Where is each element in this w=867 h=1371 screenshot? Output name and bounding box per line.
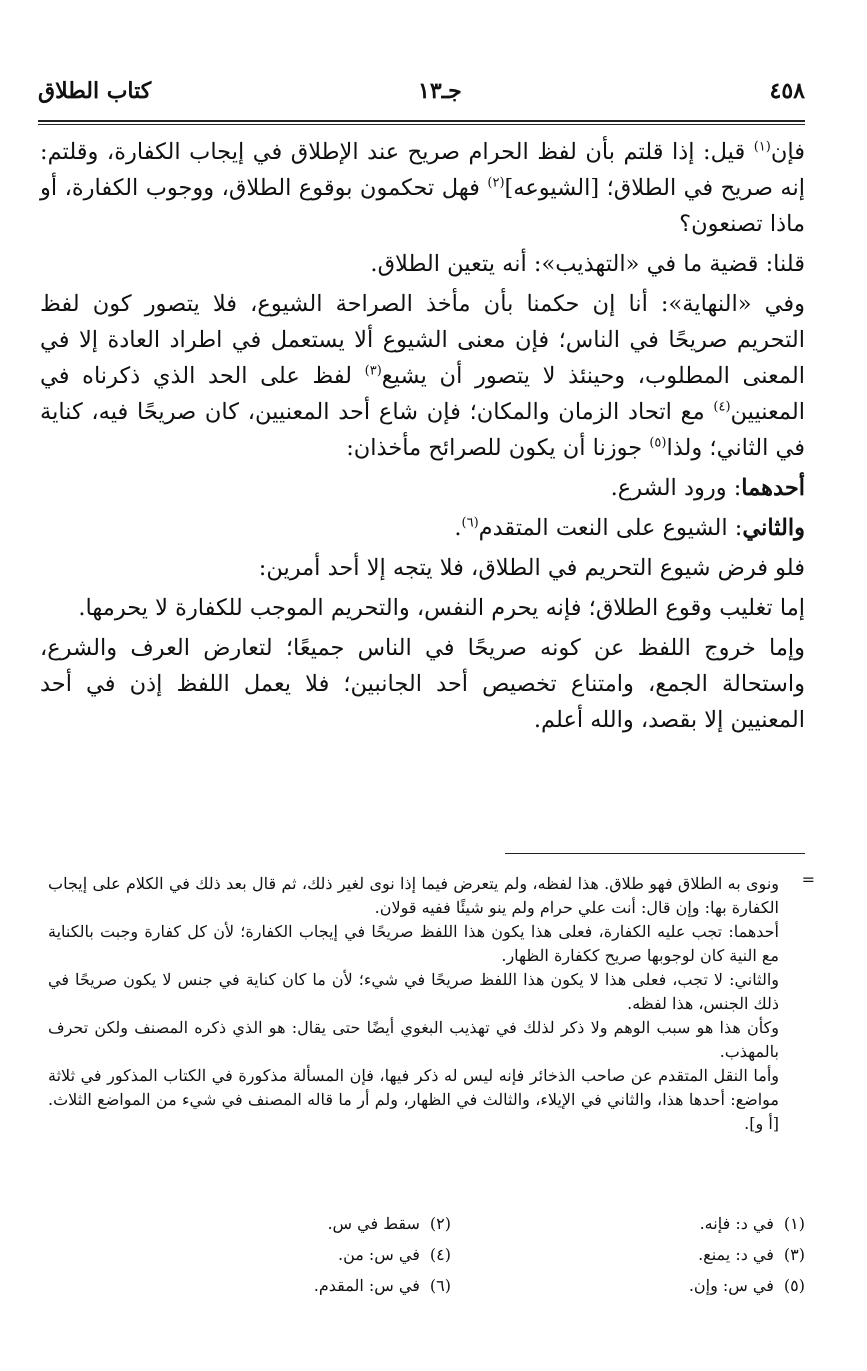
- running-header: [38, 78, 805, 112]
- paragraph-first-source: [40, 470, 805, 506]
- continued-footnote: [48, 872, 779, 1136]
- paragraph-supposition: فلو فرض شيوع التحريم في الطلاق، فلا يتجه إلا أحد أمرين:: [258, 555, 805, 581]
- paragraph-objection: [40, 134, 805, 242]
- note-paragraph: وكأن هذا هو سبب الوهم ولا ذكر لذلك في تهذيب البغوي أيضًا حتى يقال: هو الذي ذكره المصنف ولكن تحرف بالمهذب.: [48, 1018, 779, 1061]
- footnote-text: في س: وإن.: [688, 1276, 774, 1295]
- footnote-item: [327, 1214, 451, 1233]
- text-run: : الشيوع على النعت المتقدم: [478, 515, 743, 541]
- footnote-ref: (١): [753, 139, 771, 155]
- footnote-item: [689, 1276, 805, 1295]
- footnote-number: (٦): [429, 1276, 451, 1295]
- text-run: جوزنا أن يكون للصرائح مأخذان:: [346, 435, 650, 461]
- bold-label: والثاني: [742, 515, 805, 541]
- note-paragraph: أحدهما: تجب عليه الكفارة، فعلى هذا يكون هذا اللفظ صريحًا في إيجاب الكفارة؛ لأن كل كفارة وجبت بالكناية مع النية كان لوجوبها صريح ككفارة الظهار.: [48, 922, 779, 965]
- text-run: فإن: [770, 139, 805, 165]
- footnote-number: (٤): [429, 1245, 451, 1264]
- text-run: .: [454, 515, 462, 541]
- paragraph-nihaya: [40, 286, 805, 466]
- header-rule-thick: [38, 120, 805, 122]
- bold-label: أحدهما: [741, 475, 805, 501]
- footnote-text: في س: من.: [337, 1245, 420, 1264]
- continuation-mark: =: [801, 870, 815, 889]
- note-paragraph: وأما النقل المتقدم عن صاحب الذخائر فإنه ليس له ذكر فيها، فإن المسألة مذكورة في الكتاب المذكور في ثلاثة مواضع: أحدها هذا، والثاني في الإيلاء، والثالث في الظهار، ولم أر ما قاله المصنف في شيء من المواضع الثلاث. [أ و].: [48, 1066, 779, 1133]
- text-run: مع اتحاد الزمان والمكان؛ فإن شاع أحد المعنيين، كان صريحًا فيه، كناية في الثاني؛ ولذا: [40, 399, 805, 461]
- footnote-ref: (٥): [649, 435, 667, 451]
- text-run: فهل تحكمون بوقوع الطلاق، ووجوب الكفارة، أو ماذا تصنعون؟: [40, 175, 805, 237]
- footnote-item: [338, 1245, 451, 1264]
- text-run: قيل: إذا قلتم بأن لفظ الحرام صريح عند الإطلاق في إيجاب الكفارة، وقلتم: إنه صريح في الطلاق؛ [الشيوعه]: [40, 139, 805, 201]
- note-paragraph: ونوى به الطلاق فهو طلاق. هذا لفظه، ولم يتعرض فيما إذا نوى لغير ذلك، ثم قال بعد ذلك في الكلام على إيجاب الكفارة بها: وإن قال: أنت علي حرام ولم ينو شيئًا ففيه قولان.: [48, 874, 779, 917]
- paragraph-option-two: وإما خروج اللفظ عن كونه صريحًا في الناس جميعًا؛ لتعارض العرف والشرع، واستحالة الجمع، وامتناع تخصيص أحد الجانبين؛ فلا يعمل اللفظ إذن في أحد المعنيين إلا بقصد، والله أعلم.: [40, 635, 805, 733]
- paragraph-option-one: إما تغليب وقوع الطلاق؛ فإنه يحرم النفس، والتحريم الموجب للكفارة لا يحرمها.: [78, 595, 805, 621]
- footnote-item: [314, 1276, 451, 1295]
- footnote-text: في د: فإنه.: [699, 1214, 774, 1233]
- main-text: [40, 134, 805, 742]
- text-run: : ورود الشرع.: [610, 475, 742, 501]
- footnote-ref: (٦): [461, 515, 479, 531]
- footnote-separator: [505, 853, 805, 854]
- footnote-number: (٥): [783, 1276, 805, 1295]
- text-run: وفي «النهاية»: أنا إن حكمنا بأن مأخذ الصراحة الشيوع، فلا يتصور كون لفظ التحريم صريحًا في الناس؛ فإن معنى الشيوع ألا يستعمل في اطراد العادة إلا في المعنى المطلوب، وحينئذ لا يتصور أن يشيع: [40, 291, 805, 389]
- footnote-ref: (٤): [713, 399, 731, 415]
- volume-number: جـ١٣: [418, 78, 462, 104]
- header-rule-thin: [38, 124, 805, 125]
- footnote-text: في د: يمنع.: [698, 1245, 774, 1264]
- footnote-ref: (٣): [364, 363, 382, 379]
- page-number: ٤٥٨: [769, 78, 805, 104]
- footnote-number: (٣): [783, 1245, 805, 1264]
- text-run: لفظ على الحد الذي ذكرناه في المعنيين: [40, 363, 805, 425]
- footnote-ref: (٢): [487, 175, 505, 191]
- footnote-text: في س: المقدم.: [313, 1276, 420, 1295]
- footnote-item: [698, 1245, 805, 1264]
- note-paragraph: والثاني: لا تجب، فعلى هذا لا يكون هذا اللفظ صريحًا في شيء؛ لأن ما كان كناية في جنس لا يكون صريحًا في ذلك الجنس، هذا لفظه.: [48, 970, 779, 1013]
- paragraph-answer: قلنا: قضية ما في «التهذيب»: أنه يتعين الطلاق.: [370, 251, 805, 277]
- book-title: كتاب الطلاق: [38, 78, 152, 104]
- footnote-text: سقط في س.: [327, 1214, 420, 1233]
- footnote-item: [700, 1214, 805, 1233]
- footnote-number: (١): [783, 1214, 805, 1233]
- footnote-number: (٢): [429, 1214, 451, 1233]
- paragraph-second-source: [40, 510, 805, 546]
